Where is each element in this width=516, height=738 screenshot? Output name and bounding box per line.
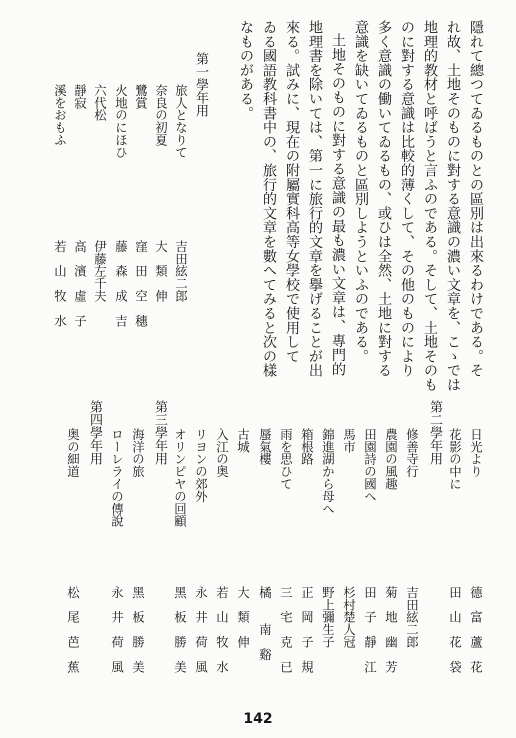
- entry-author: 大 類 伸: [235, 586, 251, 648]
- entry-author: 田 山 花 袋: [447, 586, 463, 673]
- entry-author: 松 尾 芭 蕉: [65, 586, 81, 673]
- entry-title: 六代松: [92, 84, 108, 122]
- entry-author: 藤 森 成 吉: [113, 240, 129, 327]
- entry-title: 旅人となりて: [173, 84, 189, 159]
- entry-title: 錦進湖から母へ: [320, 428, 336, 515]
- entry-author: 野上彌生子: [320, 586, 336, 648]
- entry-author: 若 山 牧 水: [214, 586, 230, 673]
- entry-author: 黑 板 勝 美: [130, 586, 146, 673]
- entry-author: 若 山 牧 水: [52, 240, 68, 327]
- entry-title: オリンピヤの回顧: [172, 428, 188, 528]
- entry-title: ローレライの傳說: [109, 428, 125, 528]
- paragraph-line: なものがある。: [238, 20, 254, 121]
- entry-author: 吉田絃二郎: [173, 240, 189, 302]
- entry-author: 伊藤左千夫: [92, 240, 108, 302]
- entry-author: 高 濱 虛 子: [72, 240, 88, 327]
- paragraph-line: 地理書を除いては、第一に旅行的文章を擧げることが出: [307, 20, 323, 378]
- paragraph-line: 來る。試みに、現在の附屬實科高等女學校で使用して: [284, 20, 300, 364]
- entry-title: 古城: [235, 428, 251, 453]
- grade-heading: 第二學年用: [427, 400, 442, 465]
- grade-heading: 第一學年用: [193, 52, 208, 117]
- entry-title: 火地のにほひ: [113, 84, 129, 159]
- entry-author: 三 宅 克 已: [278, 586, 294, 673]
- paragraph-line: 地理的教材と呼ばうと言ふのである。そして、土地そのも: [422, 20, 438, 392]
- entry-title: 馬市: [341, 428, 357, 453]
- entry-author: 永 井 荷 風: [193, 586, 209, 673]
- entry-title: 蜃氣樓: [257, 428, 273, 466]
- paragraph-line: れ故、土地そのものに對する意識の濃い文章を、こゝでは: [445, 20, 461, 392]
- entry-title: 田園詩の國へ: [362, 428, 378, 503]
- paragraph-line: ゐる國語教科書中の、旅行的文章を數へてみると次の樣: [261, 20, 277, 378]
- entry-title: 入江の奥: [214, 428, 230, 478]
- entry-author: 田 子 靜 江: [362, 586, 378, 673]
- entry-author: 窪 田 空 穗: [133, 240, 149, 327]
- entry-title: 日光より: [468, 428, 484, 478]
- entry-title: 修善寺行: [404, 428, 420, 478]
- entry-author: 橘 南 谿: [257, 586, 273, 661]
- entry-author: 正 岡 子 規: [299, 586, 315, 673]
- entry-author: 菊 地 幽 芳: [383, 586, 399, 673]
- paragraph-line: 隱れて總つてゐるものとの區別は出來るわけである。そ: [468, 20, 484, 378]
- entry-author: 德 富 蘆 花: [468, 586, 484, 673]
- entry-title: 花影の中に: [447, 428, 463, 490]
- entry-title: 箱根路: [299, 428, 315, 466]
- paragraph-line: 土地そのものに對する意識の最も濃い文章は、專門的: [330, 33, 346, 377]
- entry-author: 吉田絃二郎: [404, 586, 420, 648]
- entry-title: 海洋の旅: [130, 428, 146, 478]
- entry-title: 靜寂: [72, 84, 88, 109]
- paragraph-line: のに對する意識は比較的薄くして、その他のものにより: [399, 20, 415, 378]
- grade-heading: 第三學年用: [152, 400, 167, 465]
- entry-author: 杉村楚人冠: [341, 586, 357, 648]
- paragraph-line: 多く意識の働いてゐるもの、或ひは全然、土地に對する: [376, 20, 392, 378]
- entry-author: 黑 板 勝 美: [172, 586, 188, 673]
- paragraph-line: 意識を缺いてゐるものと區別しようといふのである。: [353, 20, 369, 364]
- entry-title: 溪をおもふ: [52, 84, 68, 146]
- entry-title: 雨を思ひて: [278, 428, 294, 490]
- entry-title: 農園の風趣: [383, 428, 399, 490]
- entry-title: 奥の細道: [65, 428, 81, 478]
- entry-author: 大 類 伸: [153, 240, 169, 302]
- entry-title: 奈良の初夏: [153, 84, 169, 146]
- grade-heading: 第四學年用: [87, 400, 102, 465]
- page-number: 142: [243, 711, 273, 727]
- entry-title: リヨンの郊外: [193, 428, 209, 503]
- entry-author: 永 井 荷 風: [109, 586, 125, 673]
- entry-title: 鷺賞: [133, 84, 149, 109]
